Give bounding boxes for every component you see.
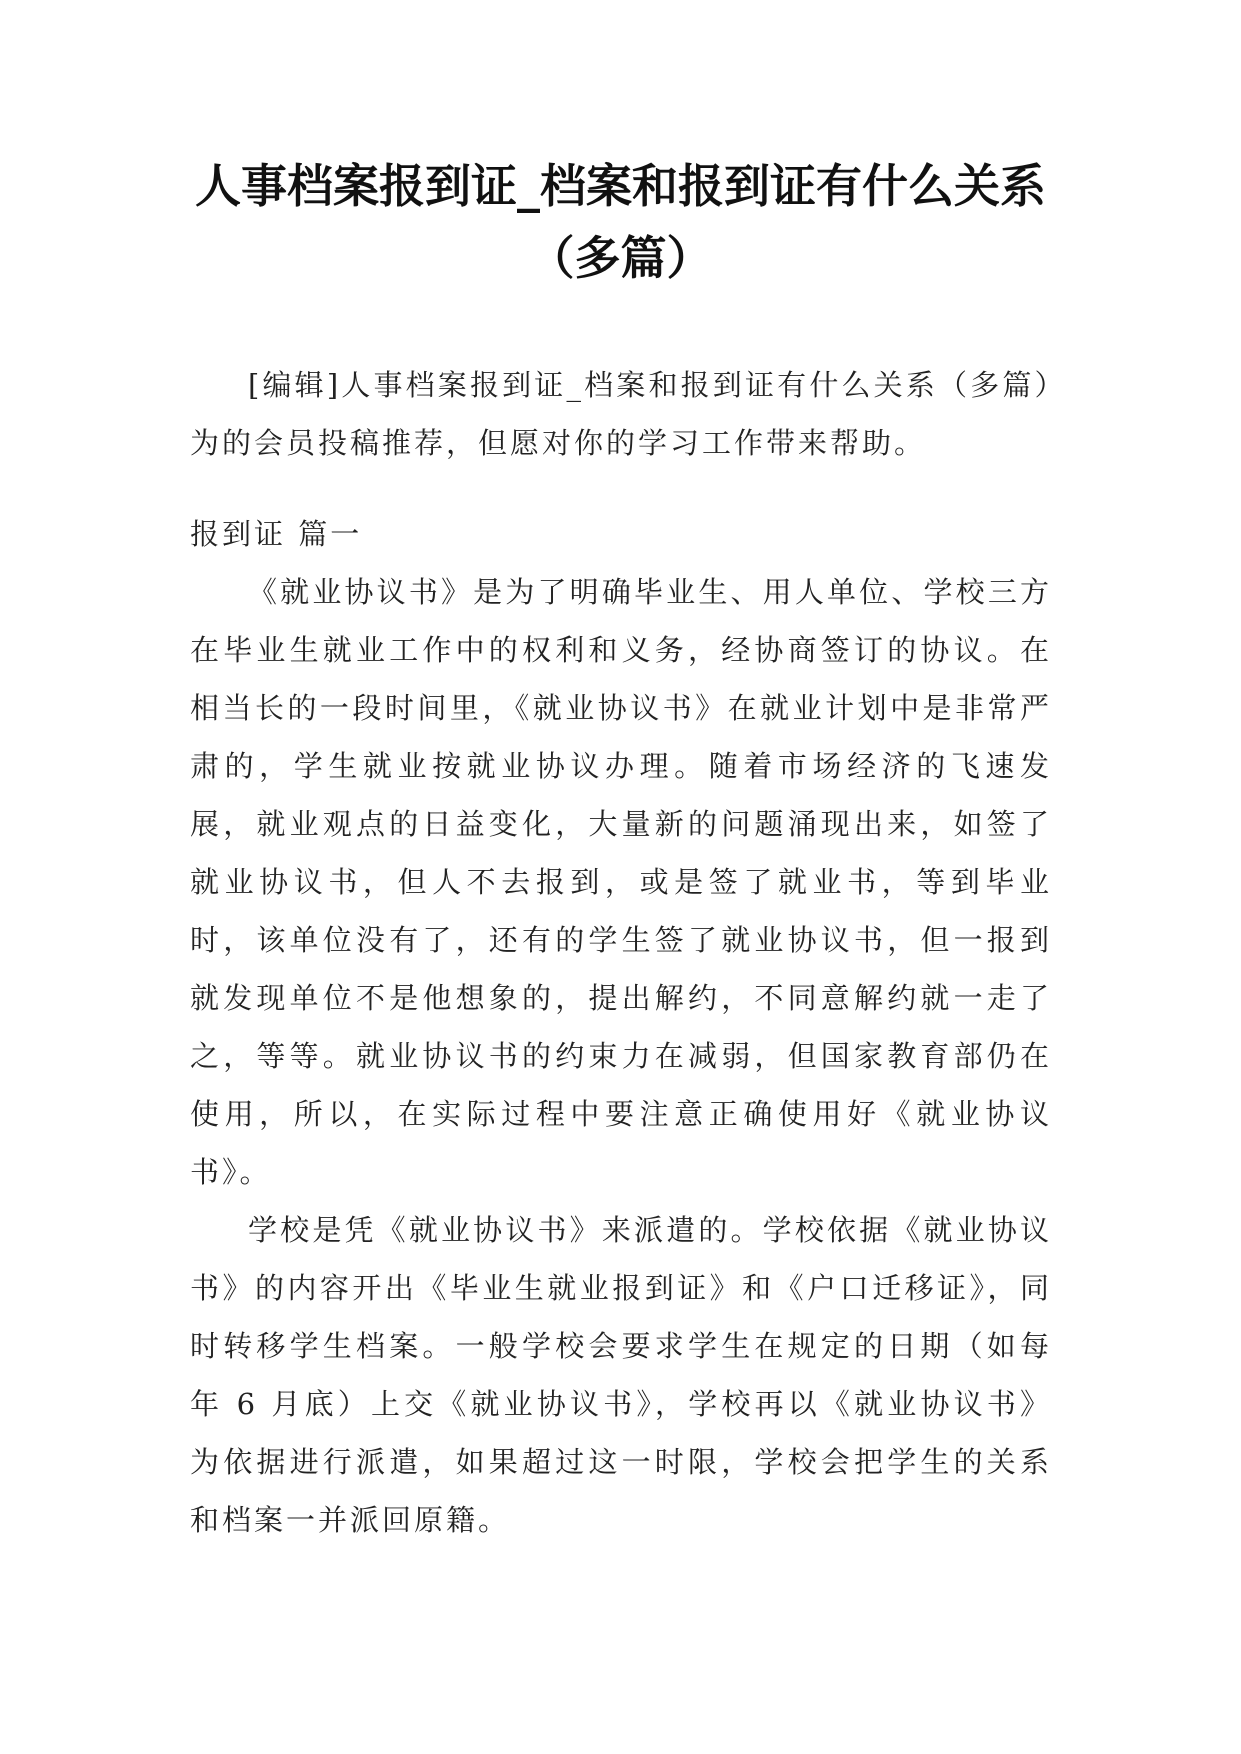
title-line-1: 人事档案报到证_档案和报到证有什么关系	[195, 159, 1046, 213]
paragraph-gap	[190, 472, 1052, 505]
body-paragraph-1: 《就业协议书》是为了明确毕业生、用人单位、学校三方在毕业生就业工作中的权利和义务，经协商签订的协议。在相当长的一段时间里，《就业协议书》在就业计划中是非常严肃的，学生就业按就业协议办理。随着市场经济的飞速发展，就业观点的日益变化，大量新的问题涌现出来，如签了就业协议书，但人不去报到，或是签了就业书，等到毕业时，该单位没有了，还有的学生签了就业协议书，但一报到就发现单位不是他想象的，提出解约，不同意解约就一走了之，等等。就业协议书的约束力在减弱，但国家教育部仍在使用，所以，在实际过程中要注意正确使用好《就业协议书》。	[190, 575, 1052, 1189]
document-body	[190, 356, 1052, 1549]
intro-paragraph: [编辑]人事档案报到证_档案和报到证有什么关系（多篇）为的会员投稿推荐，但愿对你的学习工作带来帮助。	[190, 368, 1052, 460]
title-line-2: （多篇）	[528, 231, 713, 285]
section-heading: 报到证 篇一	[190, 517, 363, 551]
body-paragraph-2: 学校是凭《就业协议书》来派遣的。学校依据《就业协议书》的内容开出《毕业生就业报到证》和《户口迁移证》，同时转移学生档案。一般学校会要求学生在规定的日期（如每年 6 月底）上交《就业协议书》，学校再以《就业协议书》为依据进行派遣，如果超过这一时限，学校会把学生的关系和档案一并派回原籍。	[190, 1213, 1052, 1537]
document-title	[150, 150, 1091, 294]
